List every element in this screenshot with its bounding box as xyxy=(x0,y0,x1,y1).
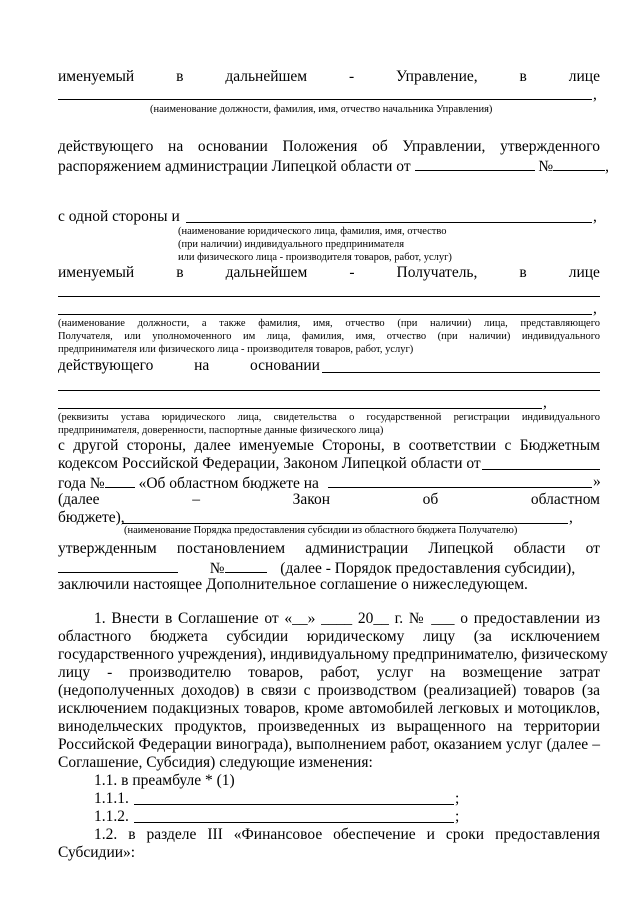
text: № xyxy=(538,158,554,175)
para-1-line-8: Российской Федерации винограда), выполнением работ, оказанием услуг (далее – xyxy=(58,736,600,753)
text: с одной стороны и xyxy=(58,208,180,225)
line-1-word: в xyxy=(519,68,527,85)
caption-requisites-1: (реквизиты устава юридического лица, свидетельства о государственной регистрации индивидуального xyxy=(58,412,600,423)
line-procedure-ref xyxy=(58,558,600,578)
punct: , xyxy=(569,509,573,526)
line-15-word: (далее xyxy=(58,491,100,508)
punct: , xyxy=(543,394,547,411)
date-field[interactable] xyxy=(58,558,178,573)
blank-line[interactable] xyxy=(322,372,600,373)
blank-line[interactable] xyxy=(58,390,600,391)
para-1-line-2: областного бюджета субсидии юридическому лицу (за исключением xyxy=(58,628,600,645)
line-6-word: - xyxy=(349,264,355,281)
para-1-line-7: винодельческих продуктов, произведенных из выращенного на территории xyxy=(58,718,600,735)
caption-requisites-2: предпринимателя, доверенности, паспортные данные физического лица) xyxy=(58,425,384,436)
line-15-word: об xyxy=(422,491,439,508)
line-1-word: Управление, xyxy=(396,68,478,85)
line-acting-basis-2 xyxy=(58,357,328,375)
line-1-word: лице xyxy=(568,68,600,85)
caption-entity-name-3: или физического лица - производителя товаров, работ, услуг) xyxy=(178,252,452,263)
para-1-line-5: (недополученных доходов) в связи с производством (реализацией) товаров (за xyxy=(58,682,600,699)
line-15-word: областном xyxy=(530,491,600,508)
blank-line[interactable] xyxy=(58,314,592,315)
line-concluded: заключили настоящее Дополнительное соглашение о нижеследующем. xyxy=(58,576,528,593)
item-1-1-1-field[interactable] xyxy=(134,804,454,805)
line-named-management xyxy=(58,68,600,86)
number-field[interactable] xyxy=(553,156,605,171)
punct: ; xyxy=(455,790,460,807)
line-6-word: в xyxy=(176,264,184,281)
caption-representative-2: Получателя, или уполномоченного им лица, фамилия, имя, отчество (при наличии) индивидуального xyxy=(58,331,600,342)
blank-line xyxy=(58,99,592,100)
punct: ; xyxy=(455,808,460,825)
date-field[interactable] xyxy=(482,469,600,470)
para-1-line-9: Соглашение, Субсидия) следующие изменения: xyxy=(58,754,373,771)
line-6-word: в xyxy=(519,264,527,281)
line-1-word: именуемый xyxy=(58,68,135,85)
blank-line[interactable] xyxy=(122,523,568,524)
line-acting-basis: действующего на основании Положения об Управлении, утвержденного xyxy=(58,138,600,155)
line-1-word: в xyxy=(176,68,184,85)
line-17-word: администрации xyxy=(305,540,409,557)
caption-entity-name-2: (при наличии) индивидуального предпринимателя xyxy=(178,239,405,250)
line-17-word: от xyxy=(585,540,600,557)
line-6-word: дальнейшем xyxy=(225,264,308,281)
line-1-word: дальнейшем xyxy=(225,68,308,85)
caption-representative-1: (наименование должности, а также фамилия, имя, отчество (при наличии) лица, представляющего xyxy=(58,318,600,329)
text: (далее - Порядок предоставления субсидии), xyxy=(280,560,576,577)
text: распоряжением администрации Липецкой области от xyxy=(58,158,411,175)
item-1-2: 1.2. в разделе III «Финансовое обеспечение и сроки предоставления xyxy=(94,826,600,843)
item-1-2-cont: Субсидии»: xyxy=(58,844,136,861)
line-9-word: действующего xyxy=(58,357,154,374)
line-budget-law xyxy=(58,473,600,493)
line-17-word: Липецкой xyxy=(428,540,494,557)
text: года № xyxy=(58,475,105,492)
caption-representative-3: предпринимателя или физического лица - производителя товаров, работ, услуг) xyxy=(58,344,414,355)
line-17-word: области xyxy=(513,540,566,557)
text: , xyxy=(605,158,610,175)
item-1-1-2-label: 1.1.2. xyxy=(94,808,129,825)
blank-line[interactable] xyxy=(58,296,600,297)
blank-line[interactable] xyxy=(58,408,542,409)
punct: , xyxy=(593,300,597,317)
text: «Об областном бюджете на xyxy=(138,475,319,492)
number-field[interactable] xyxy=(105,473,135,488)
line-budget-code xyxy=(58,455,600,473)
caption-entity-name-1: (наименование юридического лица, фамилия, имя, отчество xyxy=(178,226,447,237)
caption-head-position: (наименование должности, фамилия, имя, отчество начальника Управления) xyxy=(150,104,493,115)
item-1-1-1-label: 1.1.1. xyxy=(94,790,129,807)
line-one-side xyxy=(58,208,600,226)
blank-line[interactable] xyxy=(186,222,592,223)
date-field[interactable] xyxy=(415,156,535,171)
item-1-1: 1.1. в преамбуле * (1) xyxy=(94,772,235,789)
punct: , xyxy=(593,208,597,225)
line-hereinafter xyxy=(58,491,600,509)
line-decree xyxy=(58,156,610,176)
line-6-word: Получатель, xyxy=(396,264,478,281)
number-field[interactable] xyxy=(225,558,267,573)
line-1-word: - xyxy=(349,68,355,85)
punct: » xyxy=(593,473,601,490)
text: кодексом Российской Федерации, Законом Липецкой области от xyxy=(58,455,481,472)
para-1-line-1: 1. Внести в Соглашение от «__» ____ 20__ г. № ___ о предоставлении из xyxy=(94,610,600,627)
para-1-line-6: исключением подакцизных товаров, кроме автомобилей легковых и мотоциклов, xyxy=(58,700,600,717)
para-1-line-3: государственного учреждения), индивидуальному предпринимателю, физическому xyxy=(58,646,608,663)
line-9-word: основании xyxy=(250,357,320,374)
line-6-word: лице xyxy=(568,264,600,281)
line-17-word: постановлением xyxy=(176,540,286,557)
year-field[interactable] xyxy=(328,487,592,488)
text: № xyxy=(209,560,225,577)
item-1-1-2-field[interactable] xyxy=(134,822,454,823)
caption-procedure: (наименование Порядка предоставления субсидии из областного бюджета Получателю) xyxy=(124,525,518,536)
line-6-word: именуемый xyxy=(58,264,135,281)
line-named-recipient xyxy=(58,264,600,282)
line-17-word: утвержденным xyxy=(58,540,157,557)
punct: , xyxy=(593,86,597,103)
line-approved xyxy=(58,540,600,558)
line-9-word: на xyxy=(194,357,210,374)
para-1-line-4: лицу - производителю товаров, работ, услуг на возмещение затрат xyxy=(58,664,600,681)
text: бюджете), xyxy=(58,509,125,526)
line-15-word: – xyxy=(192,491,200,508)
line-15-word: Закон xyxy=(292,491,330,508)
line-other-side: с другой стороны, далее именуемые Стороны, в соответствии с Бюджетным xyxy=(58,437,600,454)
